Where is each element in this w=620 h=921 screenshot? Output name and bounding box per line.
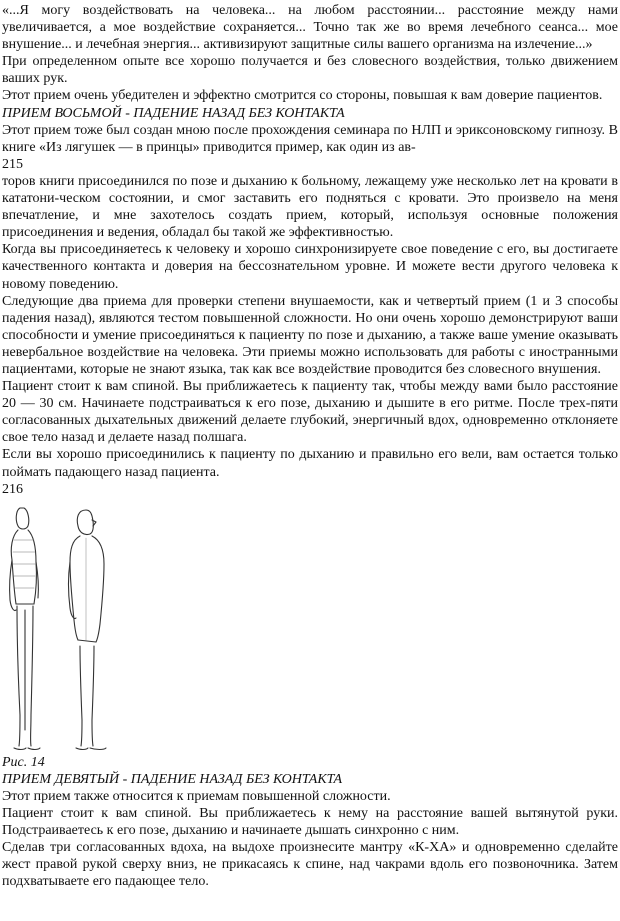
paragraph: Этот прием также относится к приемам повышенной сложности. bbox=[2, 788, 391, 804]
figure-illustration bbox=[2, 500, 618, 754]
two-men-standing-illustration bbox=[6, 500, 136, 754]
paragraph: Следующие два приема для проверки степени внушаемости, как и четвертый прием (1 и 3 способы падения назад), являются тестом повышенной сложности. Но они очень хорошо демонстрируют ваши способности и умение присоединяться к пациенту по позе и дыханию, а также ваше умение оказывать невербальное воздействие на человека. Эти приемы можно использовать для работы с иностранными пациентами, которые не знают языка, так как все воздействие проводится без словесного внушения. bbox=[2, 293, 618, 377]
page-number: 215 bbox=[2, 156, 23, 172]
section-heading-8: ПРИЕМ ВОСЬМОЙ - ПАДЕНИЕ НАЗАД БЕЗ КОНТАКТА bbox=[2, 105, 345, 121]
paragraph: торов книги присоединился по позе и дыханию к больному, лежащему уже несколько лет на кровати в кататони-ческом состоянии, и смог заставить его подняться с кровати. Это произвело на меня впечатление, и мне захотелось создать прием, который, используя основные положения присоединения и ведения, обладал бы такой же эффективностью. bbox=[2, 173, 618, 241]
figure-caption: Рис. 14 bbox=[2, 754, 45, 770]
paragraph: При определенном опыте все хорошо получается и без словесного воздействия, только движением ваших рук. bbox=[2, 54, 618, 87]
paragraph: Пациент стоит к вам спиной. Вы приближаетесь к нему на расстояние вашей вытянутой руки. Подстраиваетесь к его позе, дыханию и начинаете дышать синхронно с ним. bbox=[2, 806, 618, 839]
page-number: 216 bbox=[2, 481, 23, 497]
paragraph: Когда вы присоединяетесь к человеку и хорошо синхронизируете свое поведение с его, вы достигаете качественного контакта и доверия на бессознательном уровне. И можете вести другого человека к новому поведению. bbox=[2, 242, 618, 292]
paragraph: Этот прием тоже был создан мною после прохождения семинара по НЛП и эриксоновскому гипнозу. В книге «Из лягушек — в принцы» приводится пример, как один из ав- bbox=[2, 122, 618, 155]
paragraph: «...Я могу воздействовать на человека... на любом расстоянии... расстояние между нами увеличивается, а мое воздействие сохраняется... Точно так же во время лечебного сеанса... мое внушение... и лечебная энергия... активизируют защитные силы вашего организма на излечение...» bbox=[2, 3, 618, 53]
section-heading-9: ПРИЕМ ДЕВЯТЫЙ - ПАДЕНИЕ НАЗАД БЕЗ КОНТАКТА bbox=[2, 771, 343, 787]
paragraph: Если вы хорошо присоединились к пациенту по дыханию и правильно его вели, вам остается только поймать падающего назад пациента. bbox=[2, 447, 618, 480]
paragraph: Этот прием очень убедителен и эффектно смотрится со стороны, повышая к вам доверие пациентов. bbox=[2, 88, 603, 104]
paragraph: Пациент стоит к вам спиной. Вы приближаетесь к пациенту так, чтобы между вами было расстояние 20 — 30 см. Начинаете подстраиваться к его позе, дыханию и дышите в его ритме. После трех-пяти согласованных дыхательных движений делаете глубокий, энергичный вдох, одновременно отклоняете свое тело назад и делаете назад полшага. bbox=[2, 379, 618, 446]
paragraph: Сделав три согласованных вдоха, на выдохе произнесите мантру «К-ХА» и одновременно сделайте жест правой рукой сверху вниз, не прикасаясь к спине, над чакрами вдоль его позвоночника. Затем подхватываете его падающее тело. bbox=[2, 840, 618, 890]
